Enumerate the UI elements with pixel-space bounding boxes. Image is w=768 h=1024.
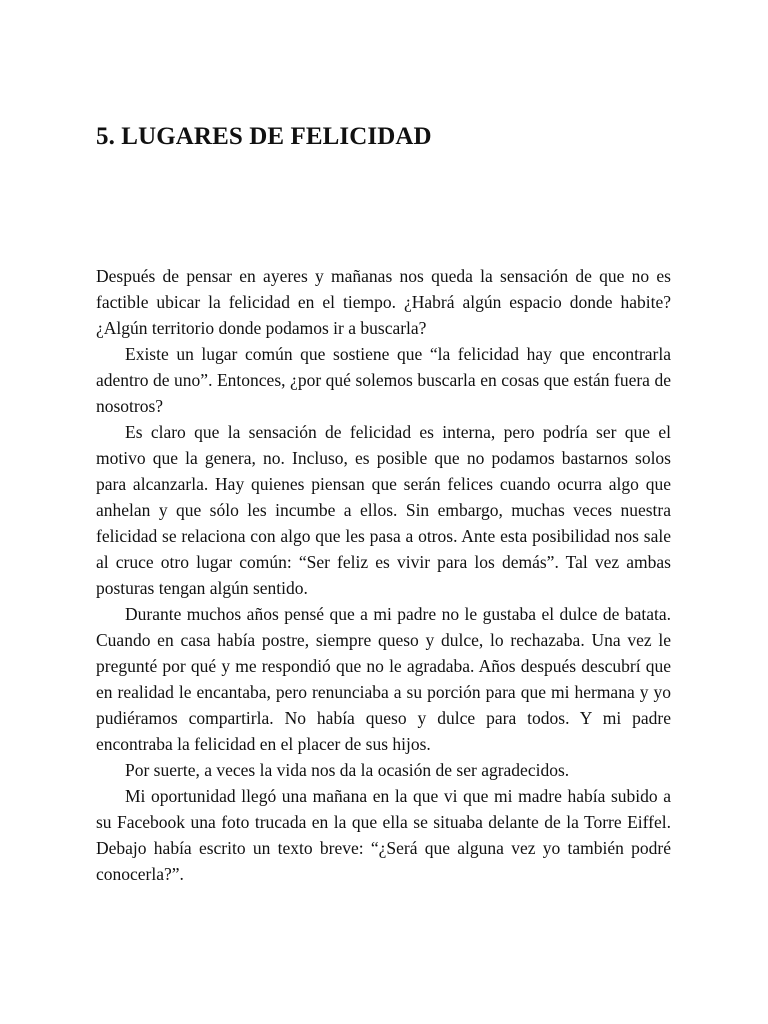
paragraph: Por suerte, a veces la vida nos da la ocasión de ser agradecidos. (125, 760, 570, 780)
chapter-body (96, 263, 671, 887)
paragraph: Después de pensar en ayeres y mañanas nos queda la sensación de que no es factible ubicar la felicidad en el tiempo. ¿Habrá algún espacio donde habite? ¿Algún territorio donde podamos ir a buscarla? (96, 266, 671, 338)
paragraph: Durante muchos años pensé que a mi padre no le gustaba el dulce de batata. Cuando en casa había postre, siempre queso y dulce, lo rechazaba. Una vez le pregunté por qué y me respondió que no le agradaba. Años después descubrí que en realidad le encantaba, pero renunciaba a su porción para que mi hermana y yo pudiéramos compartirla. No había queso y dulce para todos. Y mi padre encontraba la felicidad en el placer de sus hijos. (96, 604, 671, 754)
chapter-title: 5. LUGARES DE FELICIDAD (96, 123, 432, 150)
paragraph: Es claro que la sensación de felicidad es interna, pero podría ser que el motivo que la genera, no. Incluso, es posible que no podamos bastarnos solos para alcanzarla. Hay quienes piensan que serán felices cuando ocurra algo que anhelan y que sólo les incumbe a ellos. Sin embargo, muchas veces nuestra felicidad se relaciona con algo que les pasa a otros. Ante esta posibilidad nos sale al cruce otro lugar común: “Ser feliz es vivir para los demás”. Tal vez ambas posturas tengan algún sentido. (96, 422, 671, 598)
paragraph: Mi oportunidad llegó una mañana en la que vi que mi madre había subido a su Facebook una foto trucada en la que ella se situaba delante de la Torre Eiffel. Debajo había escrito un texto breve: “¿Será que alguna vez yo también podré conocerla?”. (96, 786, 671, 884)
paragraph: Existe un lugar común que sostiene que “la felicidad hay que encontrarla adentro de uno”. Entonces, ¿por qué solemos buscarla en cosas que están fuera de nosotros? (96, 344, 671, 416)
